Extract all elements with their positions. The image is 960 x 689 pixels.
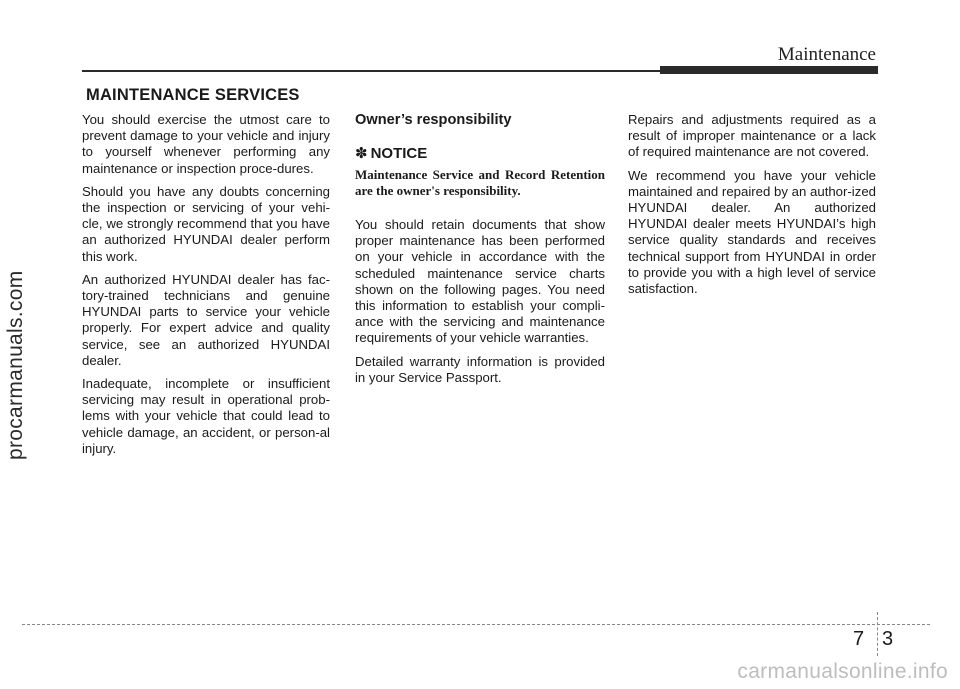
paragraph: Inadequate, incomplete or insufficient servicing may result in operational prob-lems with your vehicle that could lead to vehicle damage, an accident, or person-al injury. — [82, 376, 330, 456]
paragraph: You should exercise the utmost care to prevent damage to your vehicle and injury to yourself whenever performing any maintenance or inspection proce-dures. — [82, 112, 330, 176]
chapter-number: 7 — [853, 628, 865, 650]
notice-heading — [355, 144, 605, 162]
asterisk-icon: ✽ — [355, 145, 368, 162]
page-header-title: Maintenance — [777, 44, 876, 65]
footer-rule — [22, 624, 930, 625]
subheading-owners-responsibility: Owner’s responsibility — [355, 112, 512, 128]
notice-text: Maintenance Service and Record Retention are the owner's responsibility. — [355, 167, 605, 198]
header-rule — [82, 70, 660, 72]
paragraph: Should you have any doubts concerning the inspection or servicing of your vehi-cle, we strongly recommend that you have an authorized HYUNDAI dealer perform this work. — [82, 183, 330, 264]
paragraph: You should retain documents that show proper maintenance has been performed on your vehicle in accordance with the scheduled maintenance service charts shown on the following pages. You need this information to establish your compli-ance with the servicing and maintenance requirements of your vehicle warranties. — [355, 217, 605, 346]
paragraph: We recommend you have your vehicle maintained and repaired by an author-ized HYUNDAI dealer. An authorized HYUNDAI dealer meets HYUNDAI’s high service quality standards and receives technical support from HYUNDAI in order to provide you with a high level of service satisfaction. — [628, 167, 876, 297]
page-number: 3 — [882, 628, 894, 650]
notice-label: NOTICE — [370, 144, 428, 162]
bottom-watermark: carmanualsonline.info — [737, 660, 948, 683]
column-2 — [355, 112, 605, 393]
column-3 — [628, 112, 876, 304]
paragraph: Repairs and adjustments required as a result of improper maintenance or a lack of required maintenance are not covered. — [628, 112, 876, 160]
footer-divider — [877, 612, 878, 656]
header-bar — [660, 66, 878, 74]
section-title: MAINTENANCE SERVICES — [86, 86, 300, 104]
column-1 — [82, 112, 330, 464]
paragraph: Detailed warranty information is provided in your Service Passport. — [355, 353, 605, 385]
side-watermark: procarmanuals.com — [4, 270, 27, 460]
paragraph: An authorized HYUNDAI dealer has fac-tory-trained technicians and genuine HYUNDAI parts to service your vehicle properly. For expert advice and quality service, see an authorized HYUNDAI dealer. — [82, 271, 330, 368]
